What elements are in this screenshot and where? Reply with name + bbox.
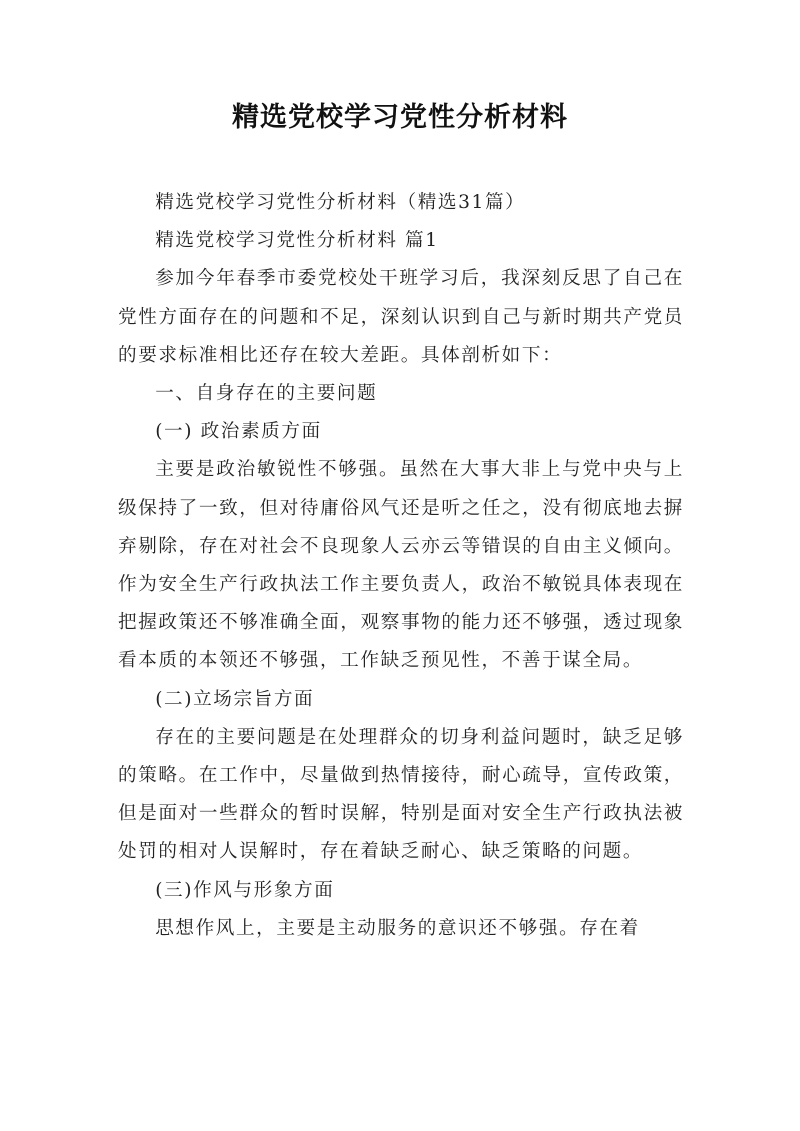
subheading-political-quality: (一) 政治素质方面 xyxy=(155,421,322,443)
section-heading-main-problems: 一、自身存在的主要问题 xyxy=(155,383,378,405)
paragraph-collection-title: 精选党校学习党性分析材料（精选31篇） xyxy=(155,192,526,213)
document-body xyxy=(118,184,684,948)
paragraph-style-image: 思想作风上，主要是主动服务的意识还不够强。存在着 xyxy=(155,917,640,939)
document-title: 精选党校学习党性分析材料 xyxy=(232,102,568,133)
paragraph-stance-purpose: 存在的主要问题是在处理群众的切身利益问题时，缺乏足够的策略。在工作中，尽量做到热情接待，耐心疏导，宣传政策，但是面对一些群众的暂时误解，特别是面对安全生产行政执法被处罚的相对人误解时，存在着缺乏耐心、缺乏策略的问题。 xyxy=(118,726,684,863)
paragraph-political-quality: 主要是政治敏锐性不够强。虽然在大事大非上与党中央与上级保持了一致，但对待庸俗风气还是听之任之，没有彻底地去摒弃剔除，存在对社会不良现象人云亦云等错误的自由主义倾向。作为安全生产行政执法工作主要负责人，政治不敏锐具体表现在把握政策还不够准确全面，观察事物的能力还不够强，透过现象看本质的本领还不够强，工作缺乏预见性，不善于谋全局。 xyxy=(118,459,684,672)
paragraph-introduction: 参加今年春季市委党校处干班学习后，我深刻反思了自己在党性方面存在的问题和不足，深刻认识到自己与新时期共产党员的要求标准相比还存在较大差距。具体剖析如下： xyxy=(118,268,684,366)
paragraph-article-heading: 精选党校学习党性分析材料 篇1 xyxy=(155,230,439,252)
subheading-style-image: (三)作风与形象方面 xyxy=(155,879,335,901)
subheading-stance-purpose: (二)立场宗旨方面 xyxy=(155,688,315,710)
